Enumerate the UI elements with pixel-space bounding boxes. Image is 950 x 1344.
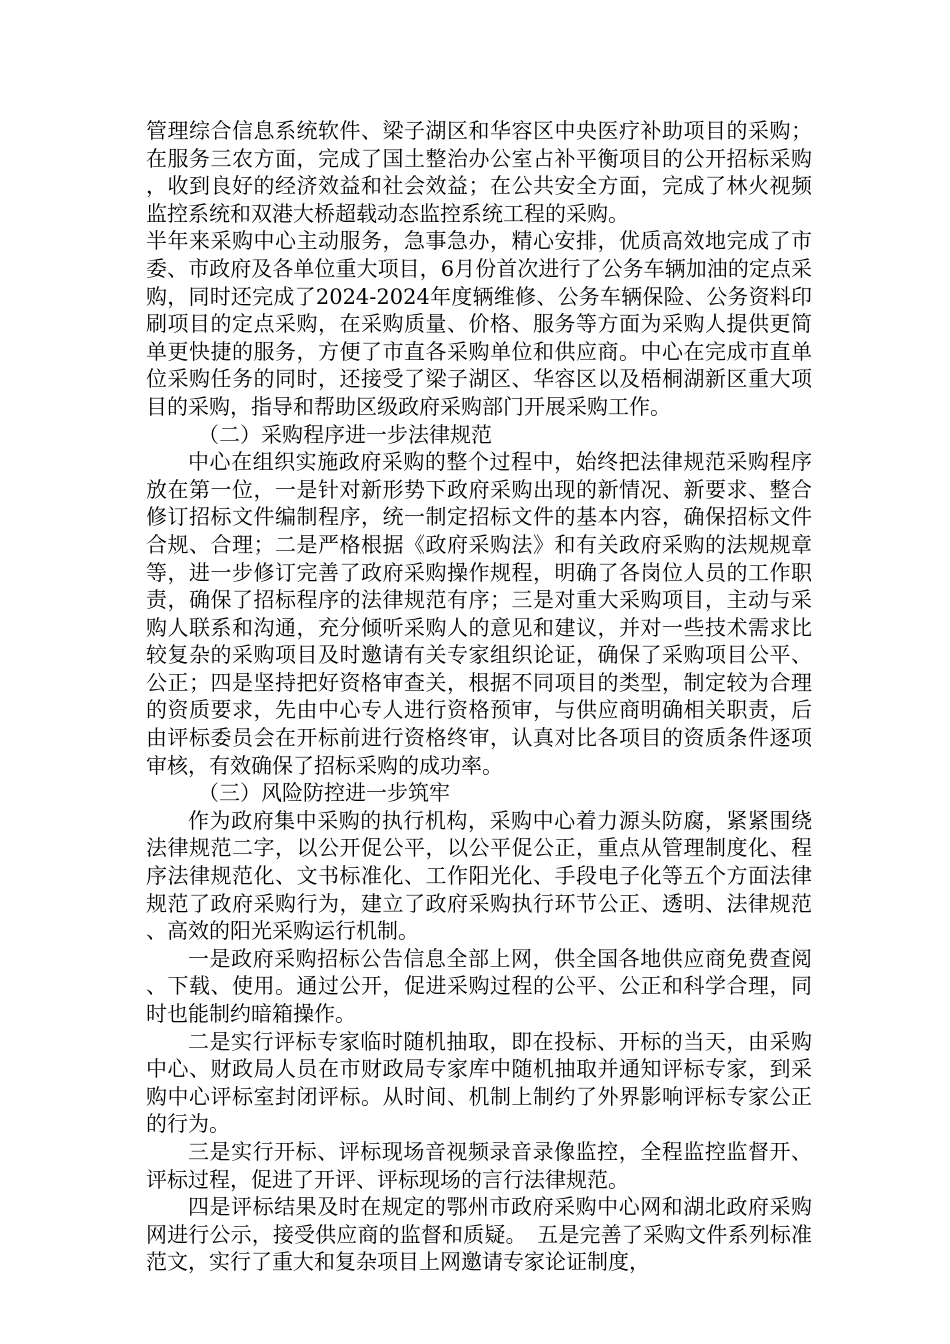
body-paragraph: 作为政府集中采购的执行机构，采购中心着力源头防腐，紧紧围绕法律规范二字，以公开促公平，以公平促公正，重点从管理制度化、程序法律规范化、文书标准化、工作阳光化、手段电子化等五个方面法律规范了政府采购行为，建立了政府采购执行环节公正、透明、法律规范、高效的阳光采购运行机制。 [146,808,812,944]
body-paragraph: 四是评标结果及时在规定的鄂州市政府采购中心网和湖北政府采购网进行公示，接受供应商的监督和质疑。 五是完善了采购文件系列标准范文，实行了重大和复杂项目上网邀请专家论证制度， [146,1195,812,1275]
body-paragraph: 二是实行评标专家临时随机抽取，即在投标、开标的当天，由采购中心、财政局人员在市财政局专家库中随机抽取并通知评标专家，到采购中心评标室封闭评标。从时间、机制上制约了外界影响评标专家公正的行为。 [146,1029,812,1137]
body-paragraph: 管理综合信息系统软件、梁子湖区和华容区中央医疗补助项目的采购；在服务三农方面，完成了国土整治办公室占补平衡项目的公开招标采购，收到良好的经济效益和社会效益；在公共安全方面，完成了林火视频监控系统和双港大桥超载动态监控系统工程的采购。 [146,119,812,226]
section-heading: （三）风险防控进一步筑牢 [198,781,450,806]
section-heading: （二）采购程序进一步法律规范 [198,422,492,447]
body-paragraph: 半年来采购中心主动服务，急事急办，精心安排，优质高效地完成了市委、市政府及各单位重大项目，6月份首次进行了公务车辆加油的定点采购，同时还完成了2024-2024年度辆维修、公务车辆保险、公务资料印刷项目的定点采购，在采购质量、价格、服务等方面为采购人提供更简单更快捷的服务，方便了市直各采购单位和供应商。中心在完成市直单位采购任务的同时，还接受了梁子湖区、华容区以及梧桐湖新区重大项目的采购，指导和帮助区级政府采购部门开展采购工作。 [146,229,812,419]
body-paragraph: 一是政府采购招标公告信息全部上网，供全国各地供应商免费查阅、下载、使用。通过公开，促进采购过程的公平、公正和科学合理，同时也能制约暗箱操作。 [146,946,812,1026]
document-page [146,118,812,1277]
body-paragraph: 中心在组织实施政府采购的整个过程中，始终把法律规范采购程序放在第一位，一是针对新形势下政府采购出现的新情况、新要求、整合修订招标文件编制程序，统一制定招标文件的基本内容，确保招标文件合规、合理；二是严格根据《政府采购法》和有关政府采购的法规规章等，进一步修订完善了政府采购操作规程，明确了各岗位人员的工作职责，确保了招标程序的法律规范有序；三是对重大采购项目，主动与采购人联系和沟通，充分倾听采购人的意见和建议，并对一些技术需求比较复杂的采购项目及时邀请有关专家组织论证，确保了采购项目公平、公正；四是坚持把好资格审查关，根据不同项目的类型，制定较为合理的资质要求，先由中心专人进行资格预审，与供应商明确相关职责，后由评标委员会在开标前进行资格终审，认真对比各项目的资质条件逐项审核，有效确保了招标采购的成功率。 [146,450,812,778]
body-paragraph: 三是实行开标、评标现场音视频录音录像监控，全程监控监督开、评标过程，促进了开评、评标现场的言行法律规范。 [146,1139,812,1192]
